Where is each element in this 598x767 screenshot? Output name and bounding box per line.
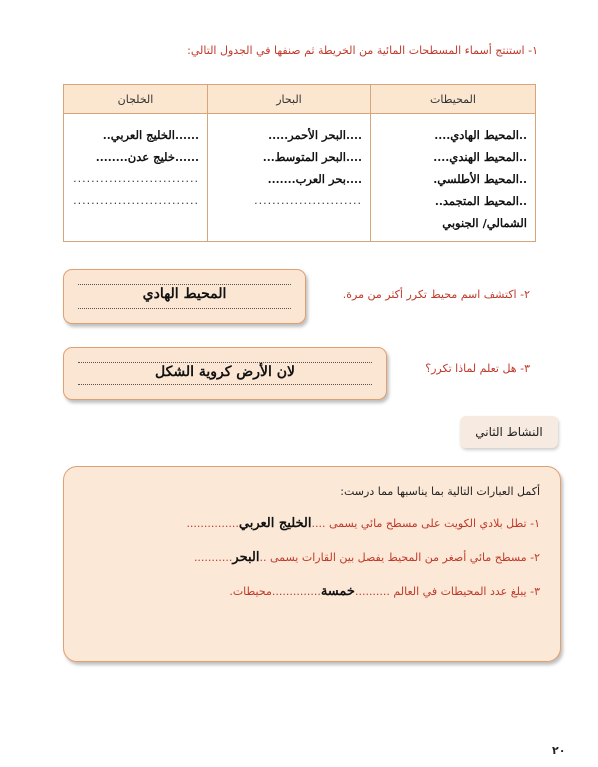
activity-2-instruction: أكمل العبارات التالية بما يناسبها مما درست:	[340, 485, 540, 498]
dotted-line	[78, 284, 291, 285]
page-number: ٢٠	[552, 744, 566, 757]
gulf-entry[interactable]: ............................	[73, 172, 199, 185]
sea-entry[interactable]: ........................	[254, 194, 362, 207]
ocean-entry[interactable]: ..المحيط الهادي....	[434, 128, 527, 142]
answer-3: لان الأرض كروية الشكل	[155, 364, 295, 380]
header-seas: البحار	[208, 85, 371, 114]
sentence-3: ٣- يبلغ عدد المحيطات في العالم ..........خمسة..............محيطات.	[229, 584, 540, 599]
dotted-line	[78, 362, 372, 363]
seas-column	[208, 114, 371, 242]
answer-blank[interactable]: البحر	[232, 550, 260, 565]
dotted-line	[78, 308, 291, 309]
ocean-entry[interactable]: الشمالي/ الجنوبي	[442, 216, 527, 230]
oceans-column	[371, 114, 536, 242]
gulf-entry[interactable]: ............................	[73, 194, 199, 207]
question-1: ١- استنتج أسماء المسطحات المائية من الخريطة ثم صنفها في الجدول التالي:	[187, 44, 538, 57]
question-3: ٣- هل تعلم لماذا تكرر؟	[425, 362, 530, 375]
question-2: ٢- اكتشف اسم محيط تكرر أكثر من مرة.	[342, 288, 530, 301]
water-bodies-table	[63, 84, 536, 242]
gulf-entry[interactable]: ......خليج عدن........	[95, 150, 199, 164]
ocean-entry[interactable]: ..المحيط المتجمد..	[434, 194, 527, 208]
header-oceans: المحيطات	[371, 85, 536, 114]
sea-entry[interactable]: ....البحر المتوسط...	[262, 150, 362, 164]
sea-entry[interactable]: ....بحر العرب.......	[267, 172, 362, 186]
answer-box-2[interactable]	[63, 269, 306, 324]
sentence-1: ١- تطل بلادي الكويت على مسطح مائي يسمى ....الخليج العربي...............	[186, 516, 540, 531]
gulfs-column	[64, 114, 208, 242]
sea-entry[interactable]: ....البحر الأحمر.....	[268, 128, 362, 142]
ocean-entry[interactable]: ..المحيط الأطلسي.	[433, 172, 527, 186]
answer-blank[interactable]: الخليج العربي	[238, 516, 312, 531]
answer-blank[interactable]: خمسة	[320, 584, 355, 599]
gulf-entry[interactable]: ......الخليج العربي..	[102, 128, 199, 142]
header-gulfs: الخلجان	[64, 85, 208, 114]
activity-2-title: النشاط الثاني	[460, 416, 558, 448]
sentence-2: ٢- مسطح مائي أصغر من المحيط يفصل بين القارات يسمى ..البحر...........	[193, 550, 540, 565]
ocean-entry[interactable]: ..المحيط الهندي....	[433, 150, 527, 164]
dotted-line	[78, 384, 372, 385]
answer-2: المحيط الهادي	[142, 286, 227, 302]
answer-box-3[interactable]	[63, 347, 387, 400]
